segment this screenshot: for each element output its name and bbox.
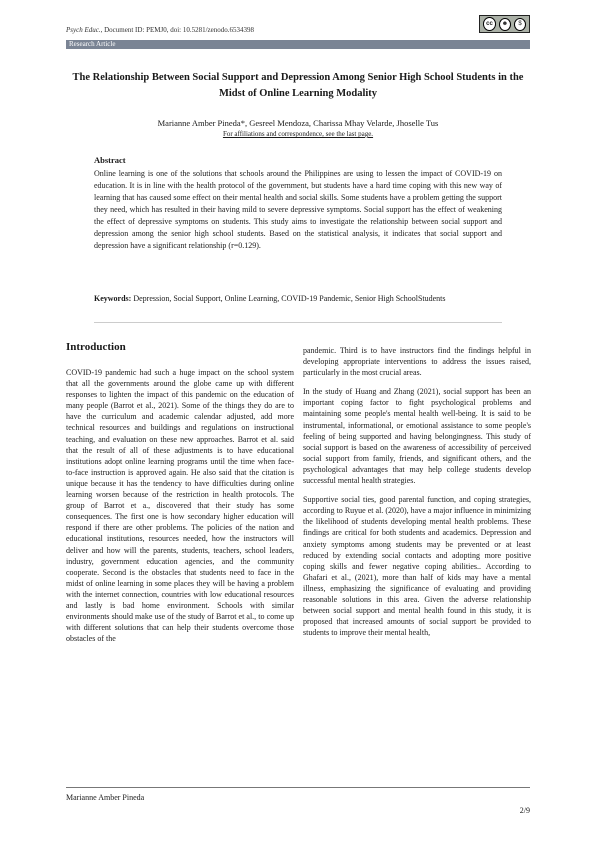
right-column [303, 345, 531, 646]
article-type-bar: Research Article [66, 40, 530, 49]
doc-info: , Document ID: PEMJ0, doi: 10.5281/zenodo.6534398 [100, 26, 255, 34]
paper-title: The Relationship Between Social Support and Depression Among Senior High School Students in the Midst of Online Learning Modality [72, 72, 524, 99]
journal-header [66, 26, 254, 34]
paragraph: In the study of Huang and Zhang (2021), social support has been an important coping factor to fight psychological problems and maintaining some people's mental health well-being. It is said to be instrumental, informational, or emotional assistance to some people's feeling of being supported and having belongingness. This study of social support is based on the awareness of accessibility of perceived social support from family, friends, and significant others, and the psychological advantages that may help college students develop successful mental health strategies. [303, 387, 531, 486]
cc-license-badge[interactable] [479, 15, 530, 33]
paragraph: pandemic. Third is to have instructors find the findings helpful in developing appropriate interventions to address the issues raised, particularly in the most crucial areas. [303, 346, 531, 378]
section-divider [94, 322, 502, 323]
keywords-label: Keywords: [94, 294, 132, 303]
affiliation-link[interactable]: For affiliations and correspondence, see the last page. [222, 130, 374, 138]
paragraph: COVID-19 pandemic had such a huge impact on the school system that all the governments around the globe came up with different responses to lighten the impact of this pandemic on the education of many people (Barrot et al., 2021). Some of the things they do are to have the curriculum and academic calendar adjusted, add more technical resources and buildings and regulations on instructional teaching, and evaluation on these new approaches. Barrot et al. said that the result of all of these adjustments is to have educational institutions adopt online learning programs until the time when face-to-face instruction is approved again. He also said that the citation is unique because it has the tendency to have difficulties during online learning worsen because of the restriction in health protocols. The group of Barrot et a., discovered that their study has some consequences. The first one is how secondary higher education will respond if there are other problems. The policies of the nation and educational institutions, resources needed, how the instructors will deliver and how will the parents, students, teachers, school leaders, industry, government education agencies, and the community cooperate. Second is the obstacles that students need to face in the midst of online learning in some places they will be having a problem with the internet connection, countries with low educational resources and lastly is bad home environment. Schools with similar environments should make use of the study of Barrot et al., to come up with different solutions that can help their students overcome those obstacles of the [66, 368, 294, 644]
journal-name: Psych Educ. [66, 26, 101, 34]
abstract-heading: Abstract [94, 155, 126, 165]
cc-icon: cc [483, 17, 496, 31]
keywords-text: Depression, Social Support, Online Learning, COVID-19 Pandemic, Senior High SchoolStudents [131, 294, 446, 303]
attribution-icon: ☻ [499, 18, 511, 31]
abstract-text: Online learning is one of the solutions that schools around the Philippines are using to lessen the impact of COVID-19 on education. It is in line with the health protocol of the government, but students have a hard time coping with this new way of learning that has caused some effect on their mental health and social skills. Some students have a problem getting the support they need, which has resulted in their having mild to severe depressive symptoms. Social support has the effect of weakening the effect of depressive symptoms on students. This study aims to investigate the relationship between social support and depression among the senior high school students. Based on the statistical analysis, it indicates that social support and depression have a significant relationship (r=0.129). [94, 169, 502, 250]
footer-rule [66, 787, 530, 788]
introduction-heading: Introduction [66, 341, 126, 353]
noncommercial-icon: $ [514, 18, 526, 31]
paragraph: Supportive social ties, good parental function, and coping strategies, according to Ruyue et al. (2020), have a major influence in minimizing the likelihood of students developing mental health problems. These findings are critical for both students and academics. Depression and anxiety symptoms among students may be prevented or at least reduced by extending social contacts and adopting more positive coping skills and fewer negative coping abilities.. According to Ghafari et al., (2021), more than half of kids may have a mental illness, emphasizing the significance of evaluating and providing reasonable solutions in this area. Given the adverse relationship between social support and mental health found in this study, it is proposed that increased amounts of social support be provided to students to improve their mental health, [303, 495, 531, 638]
keywords [94, 293, 502, 305]
page-number: 2/9 [519, 806, 530, 815]
left-column [66, 367, 294, 652]
authors-line: Marianne Amber Pineda*, Gesreel Mendoza, Charissa Mhay Velarde, Jhoselle Tus [157, 118, 439, 128]
footer-author: Marianne Amber Pineda [66, 793, 145, 802]
